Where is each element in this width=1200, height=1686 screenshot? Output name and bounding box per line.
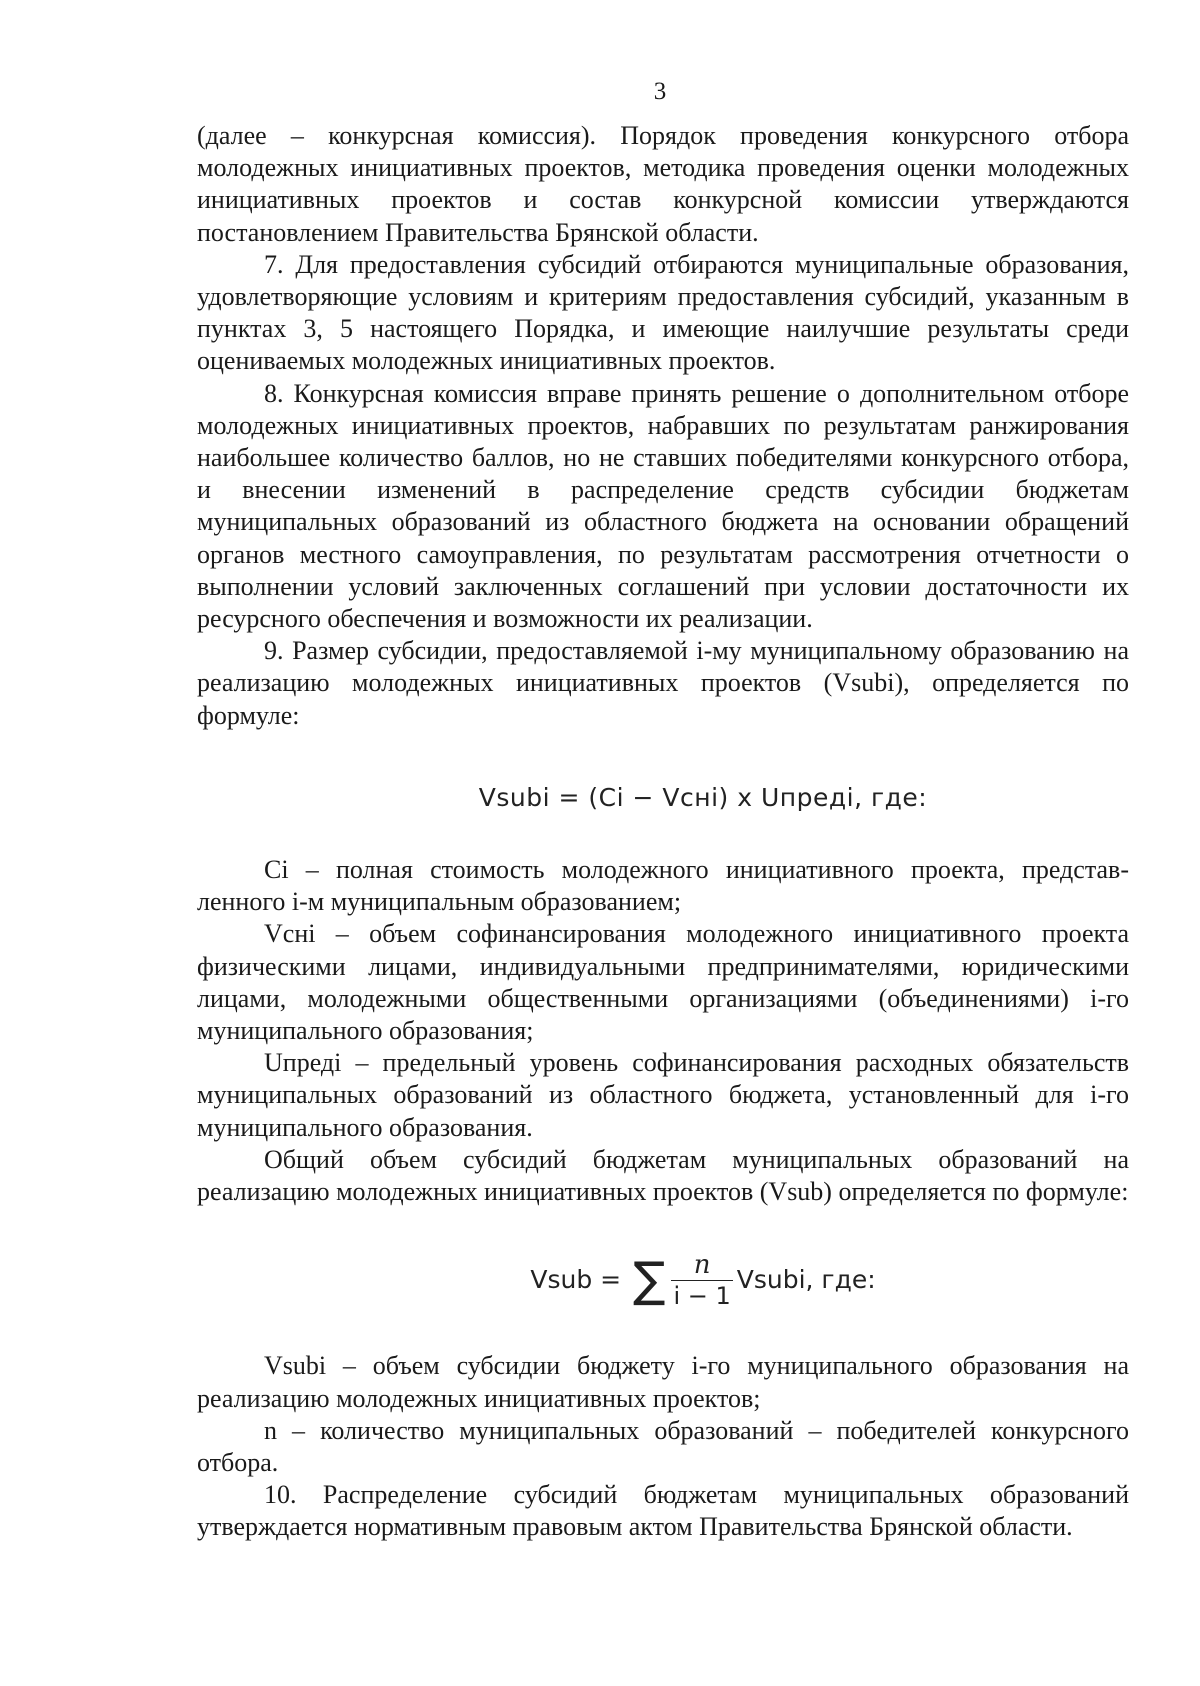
sum-expression	[621, 1250, 737, 1311]
paragraph-8: 8. Конкурсная комиссия вправе принять решение о дополнительном отборе молодежных инициативных проектов, набравших по результатам ранжирования наибольшее количество баллов, но не ставших победителями конкурсного отбора, и внесении изменений в распределение средств субсидии бюджетам муниципальных образований из областного бюджета на основании обращений органов местного самоуправления, по результатам рассмотрения отчетности о выполнении условий заключенных соглашений при условии достаточности их ресурсного обеспечения и возможности их реализации.	[197, 378, 1129, 634]
formula-subsidy-size: Vsubi = (Ci − Vсні) x Uпредi, где:	[478, 782, 928, 812]
definition-ci: Сi – полная стоимость молодежного инициативного проекта, представленного i-м муниципальным образованием;	[197, 855, 1129, 917]
formula-total-subsidy	[277, 1248, 1129, 1312]
paragraph-7: 7. Для предоставления субсидий отбираются муниципальные образования, удовлетворяющие условиям и критериям предоставления субсидий, указанным в пунктах 3, 5 настоящего Порядка, и имеющие наилучшие результаты среди оцениваемых молодежных инициативных проектов.	[197, 249, 1129, 376]
paragraph-10: 10. Распределение субсидий бюджетам муниципальных образований утверждается нормативным правовым актом Правительства Брянской области.	[197, 1480, 1129, 1542]
paragraph-9: 9. Размер субсидии, предоставляемой i-му муниципальному образованию на реализацию молодежных инициативных проектов (Vsubi), определяется по формуле:	[197, 636, 1129, 730]
paragraph-total-volume: Общий объем субсидий бюджетам муниципальных образований на реализацию молодежных инициативных проектов (Vsub) определяется по формуле:	[197, 1144, 1129, 1207]
definition-vsubi: Vsubi – объем субсидии бюджету i-го муниципального образования на реализацию молодежных инициативных проектов;	[197, 1351, 1129, 1413]
definition-upredi: Uпредi – предельный уровень софинансирования расходных обязательств муниципальных образований из областного бюджета, установленный для i-го муниципального образования.	[197, 1048, 1129, 1142]
formula-lhs: Vsub =	[530, 1265, 622, 1295]
sum-fraction	[671, 1250, 732, 1311]
formula-rhs: Vsubi, где:	[736, 1265, 876, 1295]
sum-sign: ∑	[633, 1252, 666, 1309]
page-number: 3	[653, 78, 667, 105]
fraction-denominator: i − 1	[673, 1281, 731, 1310]
definition-n: n – количество муниципальных образований – победителей конкурсного отбора.	[197, 1415, 1129, 1477]
fraction-numerator: n	[693, 1249, 711, 1280]
definition-vcni: Vсні – объем софинансирования молодежного инициативного проекта физическими лицами, индивидуальными предпринимателями, юридическими лицами, молодежными общественными организациями (объединениями) i-го муниципального образования;	[197, 919, 1129, 1046]
document-body	[197, 120, 1129, 1544]
paragraph-intro: (далее – конкурсная комиссия). Порядок проведения конкурсного отбора молодежных инициативных проектов, методика проведения оценки молодежных инициативных проектов и состав конкурсной комиссии утверждаются постановлением Правительства Брянской области.	[197, 121, 1129, 247]
